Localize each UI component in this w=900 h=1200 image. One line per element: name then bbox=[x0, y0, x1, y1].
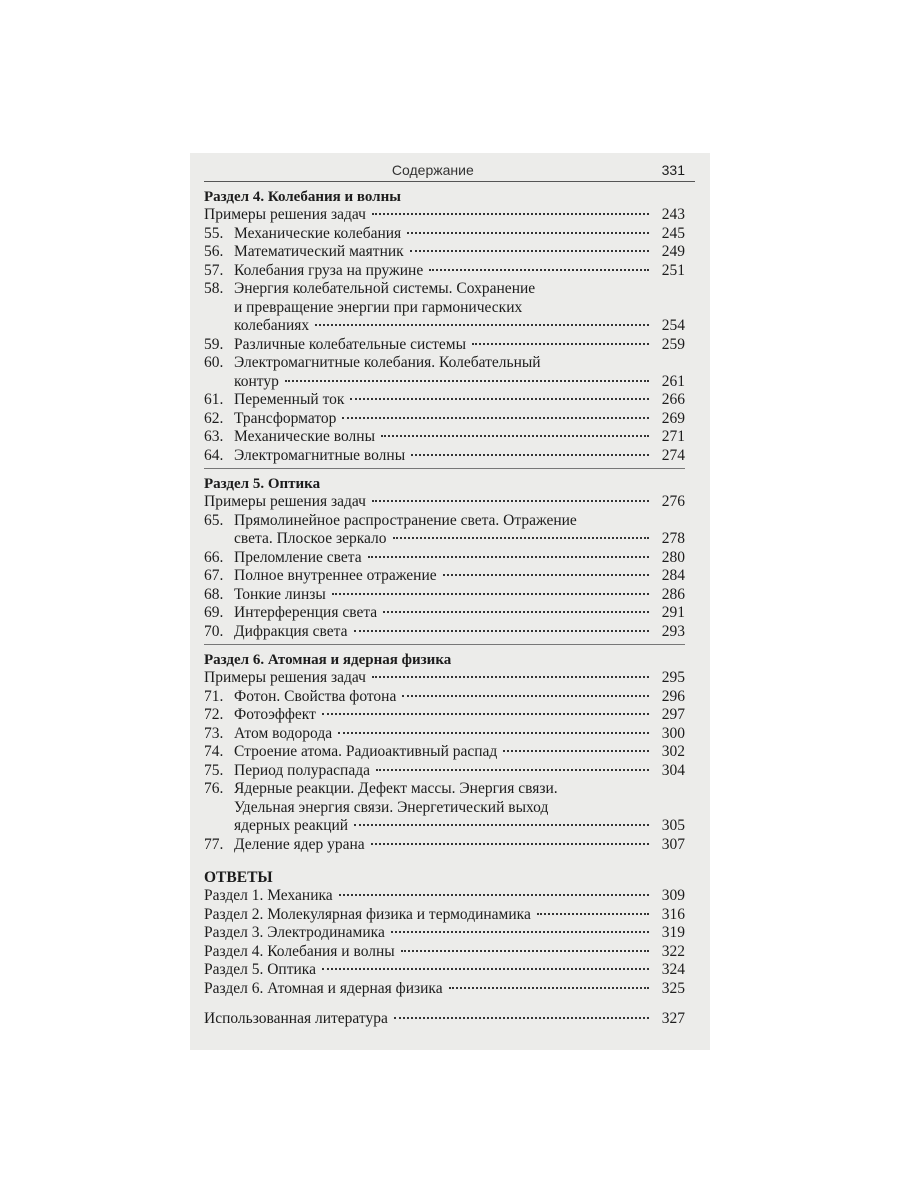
toc-entry-page: 309 bbox=[661, 887, 685, 904]
toc-entry[interactable] bbox=[204, 336, 685, 355]
toc-entry-number: 58. bbox=[204, 280, 224, 297]
running-head: Содержание bbox=[391, 162, 474, 178]
leader-dots bbox=[372, 500, 649, 502]
toc-entry-page: 286 bbox=[661, 585, 685, 603]
toc-entry[interactable] bbox=[204, 280, 685, 336]
toc-entry[interactable] bbox=[204, 780, 685, 836]
toc-entry-text-line: ядерных реакций bbox=[234, 817, 349, 834]
toc-entry-number: 59. bbox=[204, 335, 224, 353]
toc-entry-number: 70. bbox=[204, 622, 224, 640]
leader-dots bbox=[472, 343, 649, 345]
answers-entry[interactable] bbox=[204, 980, 685, 999]
toc-entry-text-line: контур bbox=[234, 372, 279, 390]
leader-dots bbox=[322, 713, 649, 715]
toc-entry-text-line: Электромагнитные колебания. Колебательный bbox=[234, 354, 541, 371]
toc-entry-body bbox=[234, 512, 685, 549]
toc-entry-page: 325 bbox=[661, 979, 685, 997]
toc-entry-text: Механические волны bbox=[234, 428, 375, 445]
toc-entry-number: 66. bbox=[204, 548, 224, 566]
leader-dots bbox=[354, 630, 650, 632]
leader-dots bbox=[443, 574, 649, 576]
toc-entry-page: 319 bbox=[661, 924, 685, 941]
toc-entry-page: 296 bbox=[661, 687, 685, 705]
leader-dots bbox=[402, 695, 649, 697]
toc-entry-text: Математический маятник bbox=[234, 243, 404, 260]
toc-entry-text: Колебания груза на пружине bbox=[234, 261, 424, 279]
leader-dots bbox=[391, 931, 649, 933]
toc-section bbox=[204, 188, 685, 469]
toc-entry[interactable] bbox=[204, 688, 685, 707]
leader-dots bbox=[407, 232, 649, 234]
leader-dots bbox=[350, 398, 649, 400]
toc-entry-body bbox=[234, 780, 685, 836]
toc-entry-number: 57. bbox=[204, 261, 224, 279]
leader-dots bbox=[449, 987, 649, 989]
toc-entry-text: Раздел 1. Механика bbox=[204, 887, 333, 904]
toc-section bbox=[204, 475, 685, 645]
toc-entry[interactable] bbox=[204, 623, 685, 642]
toc-entry-page: 307 bbox=[661, 835, 685, 853]
toc-entry-page: 297 bbox=[661, 706, 685, 723]
table-of-contents bbox=[204, 188, 685, 857]
toc-entry-text: Фотоэффект bbox=[234, 706, 316, 723]
toc-entry[interactable] bbox=[204, 725, 685, 744]
toc-entry-text: Дифракция света bbox=[234, 622, 348, 640]
toc-entry-page: 254 bbox=[661, 317, 685, 334]
toc-entry-number: 69. bbox=[204, 604, 224, 621]
toc-entry-page: 322 bbox=[661, 942, 685, 960]
toc-entry-text: Фотон. Свойства фотона bbox=[234, 687, 397, 705]
answers-entry[interactable] bbox=[204, 943, 685, 962]
toc-entry-number: 64. bbox=[204, 446, 224, 464]
toc-entry-body bbox=[234, 280, 685, 336]
toc-entry-page: 305 bbox=[661, 817, 685, 834]
toc-entry-page: 269 bbox=[661, 409, 685, 427]
toc-entry-text-line: Ядерные реакции. Дефект массы. Энергия связи. bbox=[234, 780, 558, 797]
toc-entry-text: Преломление света bbox=[234, 548, 362, 566]
toc-entry-number: 56. bbox=[204, 243, 224, 260]
toc-entry-text-line: света. Плоское зеркало bbox=[234, 530, 387, 547]
leader-dots bbox=[315, 324, 649, 326]
toc-entry-text: Примеры решения задач bbox=[204, 206, 366, 223]
leader-dots bbox=[354, 824, 649, 826]
leader-dots bbox=[371, 843, 649, 845]
toc-entry-page: 295 bbox=[661, 669, 685, 686]
leader-dots bbox=[503, 750, 649, 752]
leader-dots bbox=[368, 556, 649, 558]
toc-entry-text: Использованная литература bbox=[204, 1010, 388, 1027]
toc-entry[interactable] bbox=[204, 743, 685, 762]
toc-entry-page: 291 bbox=[661, 604, 685, 621]
toc-entry-text: Раздел 3. Электродинамика bbox=[204, 924, 385, 941]
toc-entry-page: 327 bbox=[661, 1010, 685, 1027]
toc-entry-number: 67. bbox=[204, 567, 224, 584]
toc-entry-number: 74. bbox=[204, 743, 224, 760]
toc-entry-number: 61. bbox=[204, 391, 224, 408]
toc-entry-page: 284 bbox=[661, 567, 685, 584]
toc-entry-last-line bbox=[234, 317, 685, 336]
toc-entry[interactable] bbox=[204, 549, 685, 568]
leader-dots bbox=[381, 435, 649, 437]
toc-entry-text: Электромагнитные волны bbox=[234, 446, 406, 464]
leader-dots bbox=[410, 250, 649, 252]
toc-entry-text-line: Прямолинейное распространение света. Отражение bbox=[234, 511, 577, 529]
toc-entry-text: Примеры решения задач bbox=[204, 669, 366, 686]
toc-entry[interactable] bbox=[204, 225, 685, 244]
toc-entry-body bbox=[234, 354, 685, 391]
toc-entry[interactable] bbox=[204, 391, 685, 410]
leader-dots bbox=[338, 732, 649, 734]
leader-dots bbox=[339, 894, 649, 896]
toc-entry[interactable] bbox=[204, 512, 685, 549]
toc-entry-number: 60. bbox=[204, 354, 224, 371]
toc-entry[interactable] bbox=[204, 762, 685, 781]
toc-entry-page: 302 bbox=[661, 743, 685, 760]
toc-entry-number: 73. bbox=[204, 724, 224, 742]
toc-entry[interactable] bbox=[204, 493, 685, 512]
toc-entry-text: Полное внутреннее отражение bbox=[234, 567, 437, 584]
toc-entry-last-line bbox=[234, 817, 685, 836]
toc-entry-text-line: Удельная энергия связи. Энергетический выход bbox=[234, 798, 549, 816]
toc-entry[interactable] bbox=[204, 206, 685, 225]
page-header bbox=[204, 153, 695, 182]
toc-entry-page: 280 bbox=[661, 548, 685, 566]
toc-entry-text: Интерференция света bbox=[234, 604, 378, 621]
toc-entry-text: Различные колебательные системы bbox=[234, 335, 467, 353]
toc-entry-page: 293 bbox=[661, 622, 685, 640]
leader-dots bbox=[376, 769, 649, 771]
answers-list bbox=[204, 887, 685, 998]
toc-entry-page: 300 bbox=[661, 724, 685, 742]
section-title: Раздел 4. Колебания и волны bbox=[204, 189, 401, 205]
toc-entry-number: 55. bbox=[204, 224, 224, 242]
toc-entry-page: 316 bbox=[661, 905, 685, 923]
page-number: 331 bbox=[661, 162, 685, 178]
toc-entry-text: Механические колебания bbox=[234, 224, 402, 242]
toc-entry-text: Атом водорода bbox=[234, 724, 333, 742]
toc-entry-text: Переменный ток bbox=[234, 391, 345, 408]
book-page bbox=[190, 153, 710, 1050]
toc-entry-number: 76. bbox=[204, 780, 224, 797]
toc-entry-text: Примеры решения задач bbox=[204, 493, 366, 510]
toc-entry[interactable] bbox=[204, 669, 685, 688]
toc-entry-number: 68. bbox=[204, 585, 224, 603]
toc-entry-literature[interactable] bbox=[204, 1010, 685, 1029]
toc-entry-text: Деление ядер урана bbox=[234, 835, 365, 853]
toc-entry-number: 72. bbox=[204, 706, 224, 723]
answers-entry[interactable] bbox=[204, 924, 685, 943]
toc-entry-page: 243 bbox=[661, 206, 685, 223]
toc-entry[interactable] bbox=[204, 567, 685, 586]
toc-entry-text: Раздел 6. Атомная и ядерная физика bbox=[204, 979, 443, 997]
toc-entry-page: 245 bbox=[661, 224, 685, 242]
leader-dots bbox=[372, 213, 649, 215]
toc-entry-text: Трансформатор bbox=[234, 409, 337, 427]
leader-dots bbox=[401, 950, 649, 952]
toc-entry-number: 75. bbox=[204, 761, 224, 779]
toc-entry-text: Строение атома. Радиоактивный распад bbox=[234, 743, 498, 760]
leader-dots bbox=[285, 380, 649, 382]
toc-entry[interactable] bbox=[204, 243, 685, 262]
leader-dots bbox=[429, 269, 649, 271]
toc-entry[interactable] bbox=[204, 262, 685, 281]
toc-entry-number: 63. bbox=[204, 428, 224, 445]
toc-entry-page: 276 bbox=[661, 493, 685, 510]
toc-entry-page: 278 bbox=[661, 530, 685, 547]
toc-entry-last-line bbox=[234, 530, 685, 549]
answers-title: ОТВЕТЫ bbox=[204, 869, 273, 886]
answers-entry[interactable] bbox=[204, 906, 685, 925]
toc-entry[interactable] bbox=[204, 428, 685, 447]
toc-entry-text: Тонкие линзы bbox=[234, 585, 326, 603]
toc-section bbox=[204, 651, 685, 857]
toc-entry-text: Раздел 4. Колебания и волны bbox=[204, 942, 395, 960]
leader-dots bbox=[342, 417, 649, 419]
toc-entry-text-line: Энергия колебательной системы. Сохранение bbox=[234, 280, 536, 297]
toc-entry-text: Период полураспада bbox=[234, 761, 370, 779]
toc-entry-page: 304 bbox=[661, 761, 685, 779]
toc-entry-page: 324 bbox=[661, 961, 685, 978]
leader-dots bbox=[394, 1017, 649, 1019]
toc-entry-page: 249 bbox=[661, 243, 685, 260]
toc-entry-number: 71. bbox=[204, 687, 224, 705]
toc-entry[interactable] bbox=[204, 354, 685, 391]
toc-entry-number: 62. bbox=[204, 409, 224, 427]
toc-entry-text-line: колебаниях bbox=[234, 317, 310, 334]
leader-dots bbox=[393, 537, 649, 539]
toc-entry[interactable] bbox=[204, 836, 685, 855]
toc-entry-page: 251 bbox=[661, 261, 685, 279]
toc-entry-page: 259 bbox=[661, 335, 685, 353]
toc-entry-text: Раздел 2. Молекулярная физика и термодинамика bbox=[204, 905, 531, 923]
toc-entry[interactable] bbox=[204, 447, 685, 466]
answers-block bbox=[204, 869, 685, 998]
toc-entry[interactable] bbox=[204, 410, 685, 429]
leader-dots bbox=[411, 454, 649, 456]
toc-entry-page: 271 bbox=[661, 428, 685, 445]
leader-dots bbox=[322, 968, 649, 970]
toc-entry-page: 261 bbox=[661, 372, 685, 390]
leader-dots bbox=[372, 676, 649, 678]
leader-dots bbox=[383, 611, 649, 613]
answers-entry[interactable] bbox=[204, 961, 685, 980]
toc-entry[interactable] bbox=[204, 586, 685, 605]
toc-entry-number: 65. bbox=[204, 511, 224, 529]
toc-entry-text: Раздел 5. Оптика bbox=[204, 961, 316, 978]
toc-entry-number: 77. bbox=[204, 835, 224, 853]
section-title: Раздел 5. Оптика bbox=[204, 476, 321, 492]
leader-dots bbox=[537, 913, 649, 915]
toc-entry-text-line: и превращение энергии при гармонических bbox=[234, 298, 523, 316]
toc-entry[interactable] bbox=[204, 604, 685, 623]
answers-entry[interactable] bbox=[204, 887, 685, 906]
toc-entry-page: 274 bbox=[661, 446, 685, 464]
toc-entry-page: 266 bbox=[661, 391, 685, 408]
section-title: Раздел 6. Атомная и ядерная физика bbox=[204, 652, 452, 668]
toc-entry-last-line bbox=[234, 373, 685, 392]
leader-dots bbox=[332, 593, 649, 595]
toc-entry[interactable] bbox=[204, 706, 685, 725]
